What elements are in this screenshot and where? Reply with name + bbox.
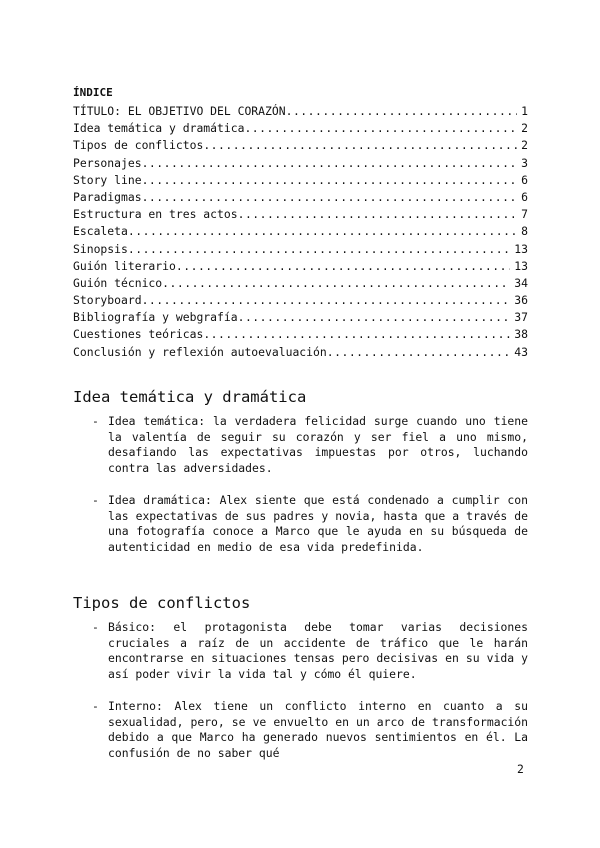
toc-entry [73,259,528,276]
bullet-dash: - [92,699,99,713]
toc-leader-dots [176,259,510,273]
bullet-text: Interno: Alex tiene un conflicto interno en cuanto a su sexualidad, pero, se ve envuelto en un arco de transformación debido a que Marco ha generado nuevos sentimientos en él. La confusión de no saber qué [108,699,528,760]
section-bullets-tematica [92,414,528,555]
index-heading: ÍNDICE [73,86,113,99]
toc-entry-title: Paradigmas [73,189,142,204]
section-title-conflictos: Tipos de conflictos [73,594,251,612]
toc-leader-dots [142,156,518,170]
toc-entry-title: Idea temática y dramática [73,121,245,136]
toc-entry-title: Sinopsis [73,241,128,256]
toc-entry [73,224,528,241]
toc-entry-page: 37 [514,310,528,325]
toc-entry-page: 2 [521,121,528,136]
toc-leader-dots [244,121,517,135]
toc-entry [73,345,528,362]
toc-leader-dots [142,190,518,204]
section-bullets-conflictos [92,620,528,761]
toc-entry-title: Tipos de conflictos [73,138,204,153]
bullet-dash: - [92,493,99,507]
toc-entry [73,173,528,190]
toc-leader-dots [203,327,510,341]
toc-leader-dots [327,345,511,359]
toc-entry [73,104,528,121]
toc-entry-page: 6 [521,189,528,204]
toc-leader-dots [203,138,517,152]
toc-entry [73,121,528,138]
toc-entry [73,310,528,327]
bullet-text: Idea temática: la verdadera felicidad surge cuando uno tiene la valentía de seguir su corazón y ser fiel a uno mismo, desafiando las expectativas impuestas por otros, luchando contra las adversidades. [108,414,528,475]
bullet-item [92,620,528,682]
toc-leader-dots [286,104,518,118]
toc-entry-title: Story line [73,172,142,187]
toc-entry [73,207,528,224]
toc-entry-page: 3 [521,155,528,170]
toc-leader-dots [238,207,518,221]
toc-entry-title: Escaleta [73,224,128,239]
toc-entry-page: 13 [514,258,528,273]
toc-entry-title: Guión literario [73,258,176,273]
toc-entry-page: 36 [514,293,528,308]
toc-leader-dots [162,276,510,290]
bullet-item [92,414,528,476]
toc-entry [73,276,528,293]
toc-entry-page: 13 [514,241,528,256]
table-of-contents [73,104,528,362]
page-number: 2 [517,762,524,776]
toc-entry-title: Estructura en tres actos [73,207,238,222]
toc-entry-title: Bibliografía y webgrafía [73,310,238,325]
toc-entry-title: Conclusión y reflexión autoevaluación [73,344,327,359]
toc-entry-page: 34 [514,275,528,290]
toc-leader-dots [238,310,511,324]
toc-entry [73,293,528,310]
toc-entry [73,190,528,207]
toc-entry [73,327,528,344]
toc-entry [73,156,528,173]
toc-entry-page: 1 [521,104,528,118]
toc-entry-title: Storyboard [73,293,142,308]
section-title-tematica: Idea temática y dramática [73,388,307,406]
bullet-dash: - [92,620,99,634]
toc-leader-dots [142,293,511,307]
bullet-item [92,493,528,555]
toc-entry-title: Cuestiones teóricas [73,327,204,342]
toc-entry-page: 2 [521,138,528,153]
bullet-text: Básico: el protagonista debe tomar varias decisiones cruciales a raíz de un accidente de tráfico que le harán encontrarse en situaciones tensas pero decisivas en su vida y así poder vivir la vida tal y cómo él quiere. [108,620,528,681]
bullet-item [92,699,528,761]
toc-entry-page: 38 [514,327,528,342]
bullet-dash: - [92,414,99,428]
toc-entry [73,138,528,155]
toc-entry-title: Guión técnico [73,275,163,290]
toc-leader-dots [128,242,510,256]
toc-entry-page: 7 [521,207,528,222]
toc-leader-dots [128,224,517,238]
toc-leader-dots [142,173,518,187]
toc-entry-title: Personajes [73,155,142,170]
toc-entry-page: 8 [521,224,528,239]
toc-entry-page: 43 [514,344,528,359]
toc-entry-title: TÍTULO: EL OBJETIVO DEL CORAZÓN [73,104,286,118]
bullet-text: Idea dramática: Alex siente que está condenado a cumplir con las expectativas de sus padres y novia, hasta que a través de una fotografía conoce a Marco que le ayuda en su búsqueda de autenticidad en medio de esa vida predefinida. [108,493,528,554]
toc-entry [73,242,528,259]
toc-entry-page: 6 [521,172,528,187]
